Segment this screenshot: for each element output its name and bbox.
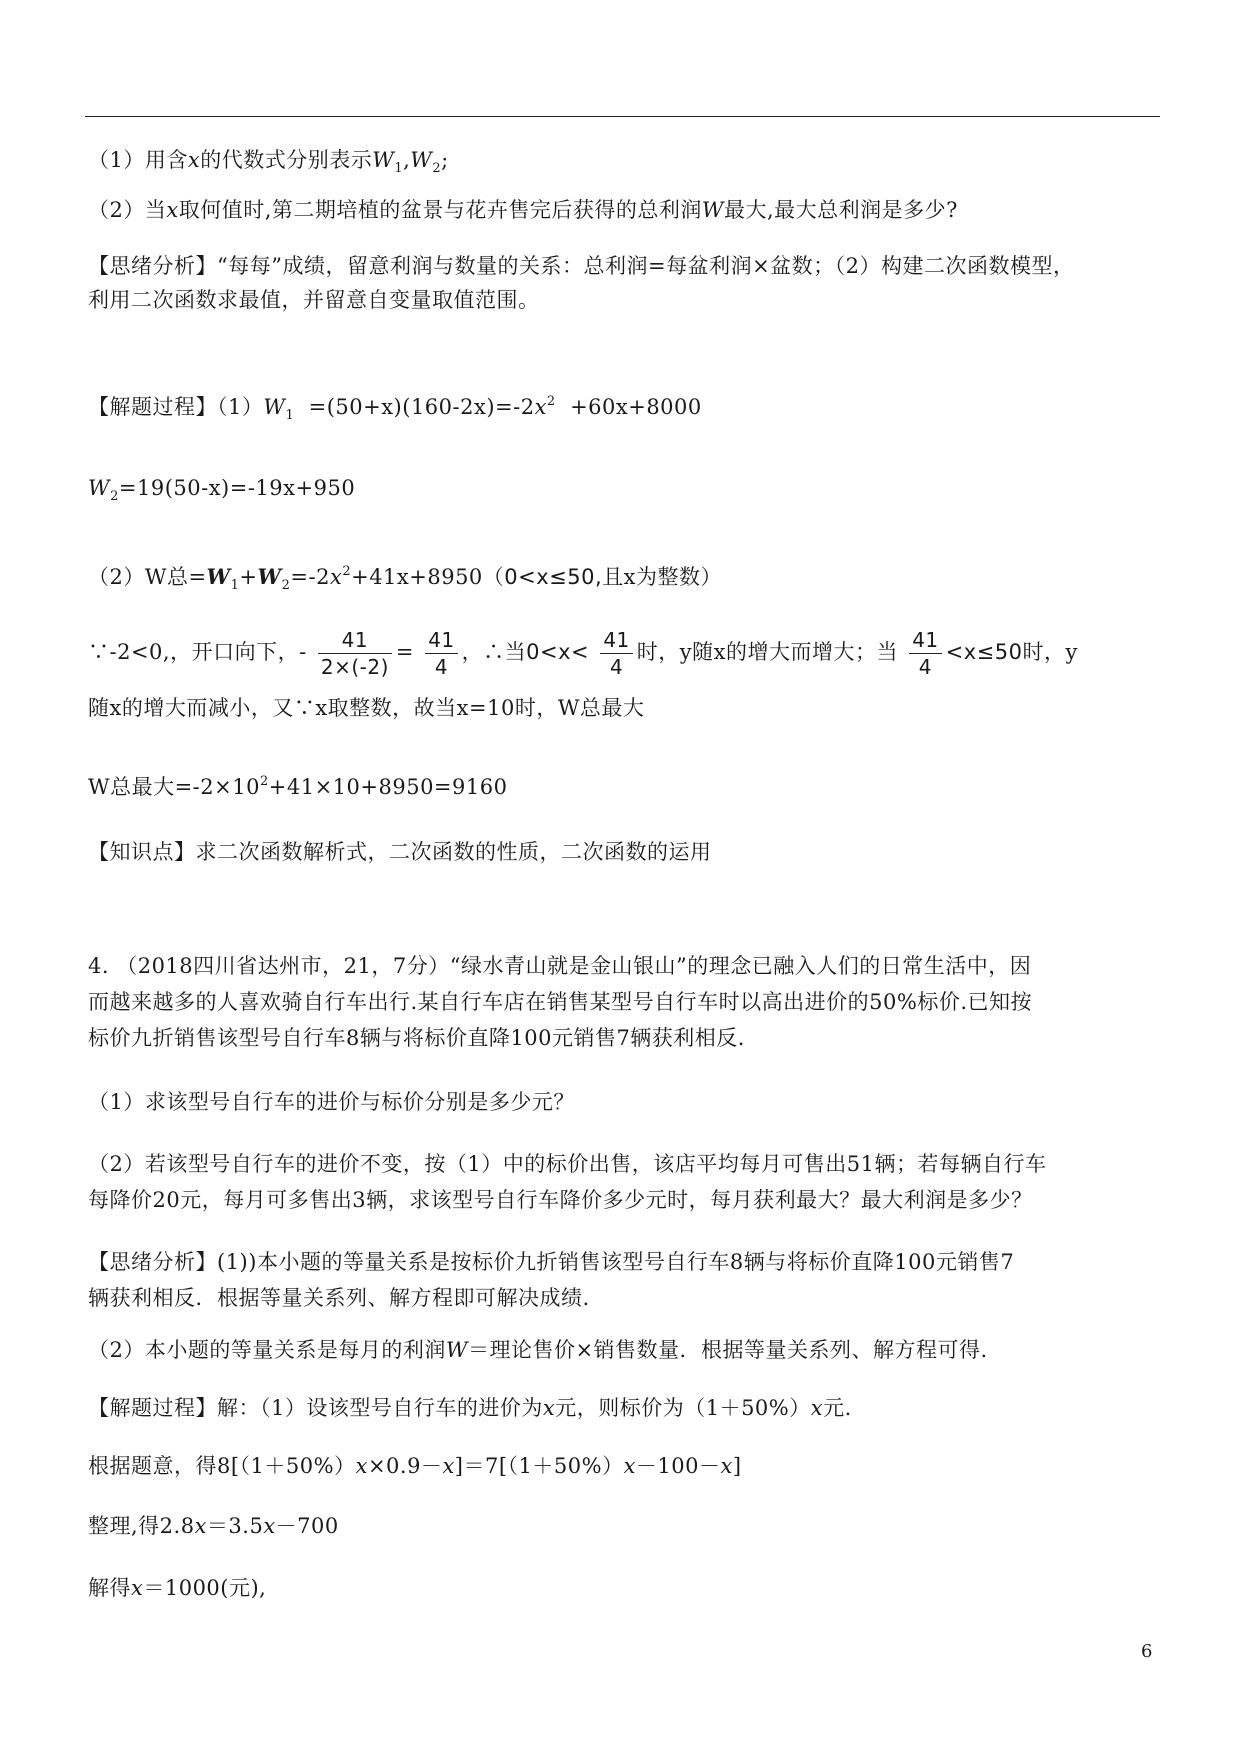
- q3-solution-wtotal: （2）W总$=W_1+W_2=-2x^2+41x+8950(0<x\le 50$,且x为整数）: [88, 564, 723, 593]
- header-rule: [85, 116, 1160, 117]
- q3-analysis-line2: 利用二次函数求最值，并留意自变量取值范围。: [88, 288, 540, 312]
- q4-question1: （1）求该型号自行车的进价与标价分别是多少元？: [88, 1090, 575, 1114]
- q3-part1: （1）用含x的代数式分别表示$W_1,W_2$;: [88, 148, 449, 176]
- fraction-41-over-4: $\frac{41}{4}$: [425, 627, 457, 680]
- q3-part2: （2）当x取何值时,第二期培植的盆景与花卉售完后获得的总利润W最大,最大总利润是多少?: [88, 198, 958, 222]
- fraction-41-over-2x-2: $\frac{41}{2\times(-2)}$: [318, 627, 392, 680]
- q4-stem-line2: 而越来越多的人喜欢骑自行车出行.某自行车店在销售某型号自行车时以高出进价的50%标价.已知按: [88, 990, 1033, 1014]
- q4-analysis-line3: （2）本小题的等量关系是每月的利润W＝理论售价×销售数量．根据等量关系列、解方程可得.: [88, 1338, 988, 1362]
- q4-analysis-line2: 辆获利相反．根据等量关系列、解方程即可解决成绩.: [88, 1286, 590, 1310]
- q4-solution-line4: 解得x＝1000(元),: [88, 1576, 267, 1600]
- q3-reasoning-line2: 随x的增大而减小，又∵x取整数，故当x=10时，W总最大: [88, 696, 645, 720]
- fraction-41-over-4-c: $\frac{41}{4}$: [909, 627, 941, 680]
- q4-solution-line2: 根据题意，得8[（1＋50%）x×0.9－x]＝7[（1＋50%）x－100－x]: [88, 1454, 742, 1478]
- q3-solution-w1: 【解题过程】$(1)W_1 =(50+x)(160-2x)=-2x^2 +60x+8000$: [88, 394, 702, 423]
- q3-analysis-line1: 【思绪分析】“每每”成绩，留意利润与数量的关系：总利润=每盆利润×盆数；（2）构建二次函数模型，: [88, 254, 1075, 278]
- q3-reasoning-line1: ∵-2<0,，开口向下，- $\frac{41}{2\times(-2)}$ = $\frac{41}{4}$ ，∴当0<x< $\frac{41}{4}$ 时，y随x的增大而增大；当 $\frac{41}{4}$ <x≤50时，y: [88, 628, 1078, 679]
- q3-max-value: W总最大$=-2\times 10^2+41\times 10+8950=9160$: [88, 774, 508, 799]
- fraction-41-over-4-b: $\frac{41}{4}$: [600, 627, 632, 680]
- q4-analysis-line1: 【思绪分析】(1))本小题的等量关系是按标价九折销售该型号自行车8辆与将标价直降100元销售7: [88, 1250, 1015, 1274]
- q4-solution-line3: 整理,得2.8x＝3.5x－700: [88, 1514, 339, 1538]
- q4-stem-line3: 标价九折销售该型号自行车8辆与将标价直降100元销售7辆获利相反.: [88, 1026, 745, 1050]
- q3-solution-w2: $W_2=19(50-x)=-19x+950$: [88, 476, 356, 504]
- q4-solution-line1: 【解题过程】解：（1）设该型号自行车的进价为x元，则标价为（1＋50%）x元.: [88, 1396, 852, 1420]
- q4-question2-line2: 每降价20元，每月可多售出3辆，求该型号自行车降价多少元时，每月获利最大？最大利润是多少？: [88, 1188, 1033, 1212]
- q4-stem-line1: 4. （2018四川省达州市，21，7分）“绿水青山就是金山银山”的理念已融入人们的日常生活中，因: [88, 954, 1032, 978]
- page-number: 6: [1141, 1641, 1153, 1662]
- q4-question2-line1: （2）若该型号自行车的进价不变，按（1）中的标价出售，该店平均每月可售出51辆；若每辆自行车: [88, 1152, 1047, 1176]
- q3-knowledge-point: 【知识点】求二次函数解析式，二次函数的性质，二次函数的运用: [88, 840, 712, 864]
